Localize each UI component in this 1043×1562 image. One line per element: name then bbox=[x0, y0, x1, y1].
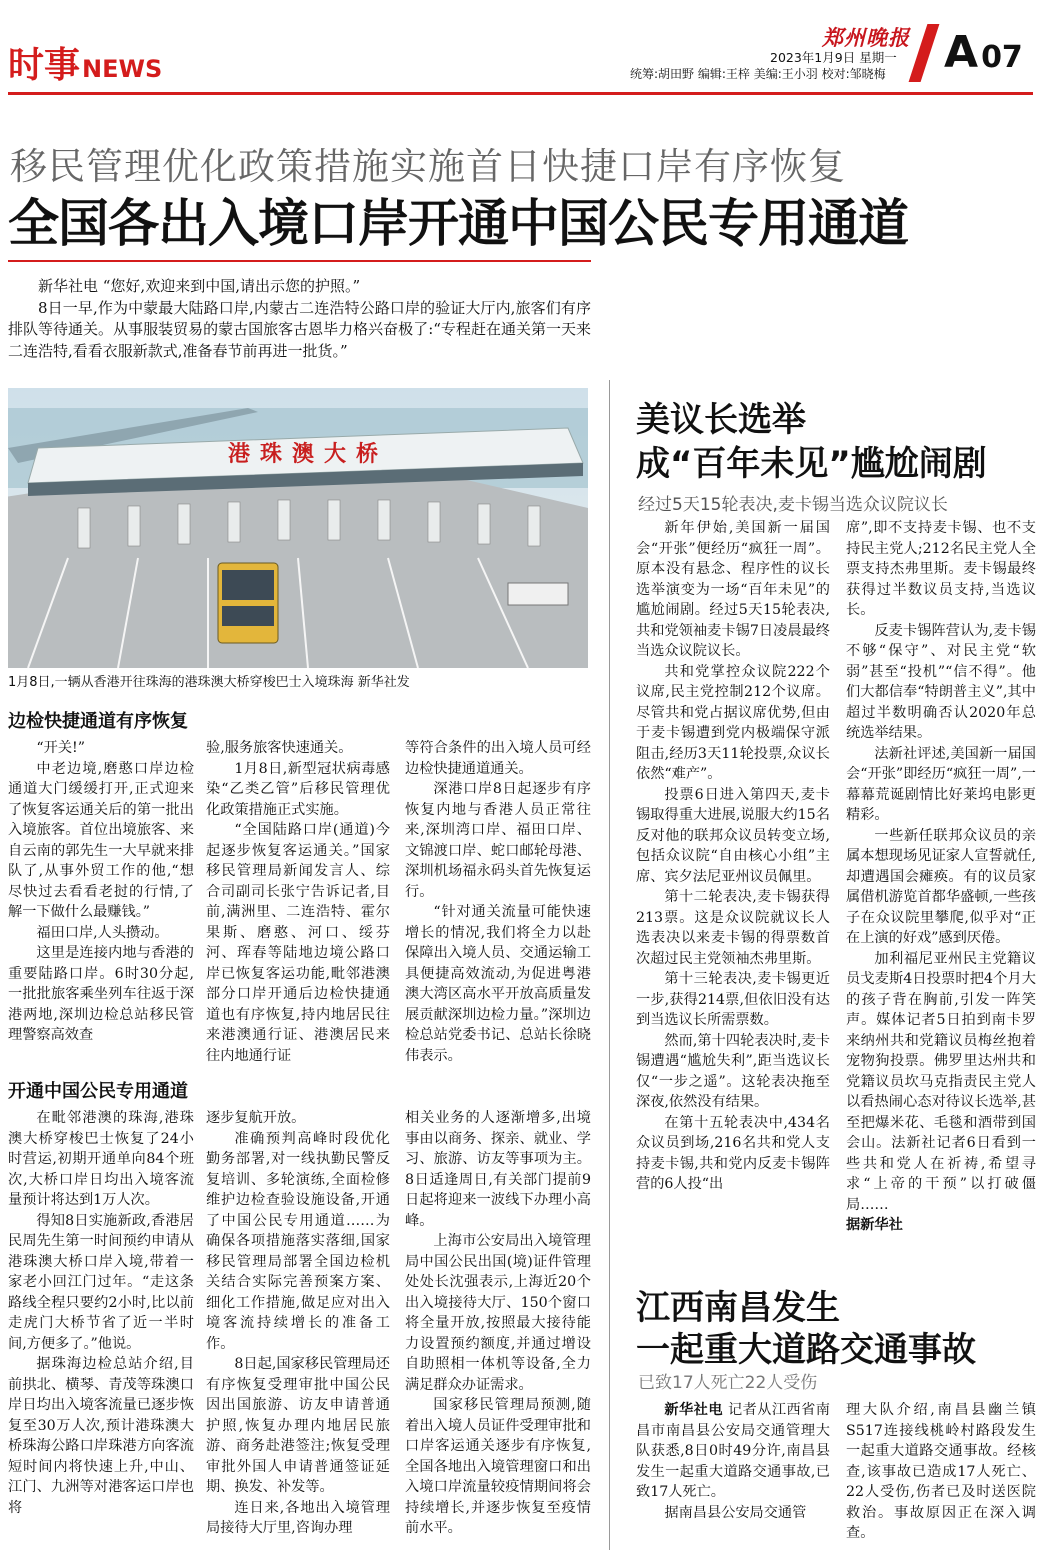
section-title-cn: 时事 bbox=[8, 45, 81, 86]
body-paragraph: 上海市公安局出入境管理局中国公民出国(境)证件管理处处长沈强表示,上海近20个出入境接待大厅、150个窗口将全量开放,按照最大接待能力设置预约额度,并通过增设自助照相一体机等设备,全力满足群众办证需求。 bbox=[405, 1233, 591, 1393]
body-paragraph: 准确预判高峰时段优化勤务部署,对一线执勤民警反复培训、多轮演练,全面检修维护边检查验设施设备,开通了中国公民专用通道……为确保各项措施落实落细,国家移民管理局部署全国边检机关结合实际完善预案方案、细化工作措施,做足应对出入境客流持续增长的准备工作。 bbox=[206, 1130, 390, 1352]
body-paragraph: 逐步复航开放。 bbox=[206, 1110, 306, 1126]
body-paragraph: 加利福尼亚州民主党籍议员戈麦斯4日投票时把4个月大的孩子背在胸前,引发一阵笑声。媒体记者5日拍到南卡罗来纳州共和党籍议员梅丝抱着宠物狗投票。佛罗里达州共和党籍议员坎马克指责民主党人以看热闹心态对待议长选举,甚至把爆米花、毛毯和酒带到国会山。法新社记者6日看到一些共和党人在祈祷,希望寻求“上帝的干预”以打破僵局…… bbox=[846, 950, 1036, 1213]
body-paragraph: 相关业务的人逐渐增多,出境事由以商务、探亲、就业、学习、旅游、访友等事项为主。8日适逢周日,有关部门提前9日起将迎来一波线下办理小高峰。 bbox=[405, 1110, 591, 1229]
sec2-col2 bbox=[206, 1108, 390, 1539]
body-paragraph: 一些新任联邦众议员的亲属本想现场见证家人宣誓就任,却遭遇国会瘫痪。有的议员家属借机游览首都华盛顿,一些孩子在众议院里攀爬,似乎对“正在上演的好戏”感到厌倦。 bbox=[846, 827, 1036, 946]
sec1-col1 bbox=[8, 738, 194, 1046]
body-paragraph: 深港口岸8日起逐步有序恢复内地与香港人员正常往来,深圳湾口岸、福田口岸、文锦渡口岸、蛇口邮轮母港、深圳机场福永码头首先恢复运行。 bbox=[405, 781, 591, 900]
section-title-en: NEWS bbox=[82, 55, 163, 83]
story2-col1 bbox=[636, 518, 830, 1195]
header-rule bbox=[8, 92, 1033, 95]
body-paragraph: 新年伊始,美国新一届国会“开张”便经历“疯狂一周”。原本没有悬念、程序性的议长选举演变为一场“百年未见”的尴尬闹剧。经过5天15轮表决,共和党领袖麦卡锡7日凌晨最终当选众议院议长。 bbox=[636, 520, 830, 659]
body-paragraph: 据南昌县公安局交通管 bbox=[664, 1504, 807, 1521]
lead-paragraph: 新华社电 “您好,欢迎来到中国,请出示您的护照。” bbox=[38, 277, 361, 295]
body-paragraph: 第十三轮表决,麦卡锡更近一步,获得214票,但依旧没有达到当选议长所需票数。 bbox=[636, 971, 830, 1028]
page-digits: 07 bbox=[981, 40, 1023, 75]
page-letter: A bbox=[944, 27, 979, 78]
body-paragraph: “针对通关流量可能快速增长的情况,我们将全力以赴保障出入境人员、交通运输工具便捷高效流动,为促进粤港澳大湾区高水平开放高质量发展贡献深圳边检力量。”深圳边检总站党委书记、总站长徐晓伟表示。 bbox=[405, 904, 591, 1064]
body-paragraph: 8日起,国家移民管理局还有序恢复受理审批中国公民因出国旅游、访友申请普通护照,恢复办理内地居民旅游、商务赴港签注;恢复受理审批外国人申请普通签证延期、换发、补发等。 bbox=[206, 1356, 390, 1495]
body-paragraph: 反麦卡锡阵营认为,麦卡锡不够“保守”、对民主党“软弱”甚至“投机”“信不得”。他们大都信奉“特朗普主义”,其中超过半数明确否认2020年总统选举结果。 bbox=[846, 622, 1036, 741]
news-photo bbox=[8, 388, 588, 668]
body-paragraph: 席”,即不支持麦卡锡、也不支持民主党人;212名民主党人全票支持杰弗里斯。麦卡锡最终获得过半数议员支持,当选议长。 bbox=[846, 520, 1036, 618]
lead-paragraph: 8日一早,作为中蒙最大陆路口岸,内蒙古二连浩特公路口岸的验证大厅内,旅客们有序排队等待通关。从事服装贸易的蒙古国旅客古恩毕力格兴奋极了:“专程赶在通关第一天来二连浩特,看看衣服新款式,准备春节前再进一批货。” bbox=[8, 298, 591, 360]
sec1-col3 bbox=[405, 738, 591, 1066]
story2-col2 bbox=[846, 518, 1036, 1236]
staff-credits: 统筹:胡田野 编辑:王梓 美编:王小羽 校对:邹晓梅 bbox=[630, 67, 886, 81]
body-paragraph: 投票6日进入第四天,麦卡锡取得重大进展,说服大约15名反对他的联邦众议员转变立场,包括众议院“自由核心小组”主席、宾夕法尼亚州议员佩里。 bbox=[636, 786, 830, 885]
story2-source: 据新华社 bbox=[846, 1217, 903, 1233]
body-paragraph: 然而,第十四轮表决时,麦卡锡遭遇“尴尬失利”,距当选议长仅“一步之遥”。这轮表决拖至深夜,依然没有结果。 bbox=[636, 1032, 830, 1110]
subhead-citizen-channel: 开通中国公民专用通道 bbox=[8, 1081, 188, 1102]
sec1-col2 bbox=[206, 738, 390, 1066]
body-paragraph: “开关!” bbox=[36, 740, 85, 756]
body-paragraph: 国家移民管理局预测,随着出入境人员证件受理审批和口岸客运通关逐步有序恢复,全国各地出入境管理窗口和出入境口岸流量较疫情期间将会持续增长,并逐步恢复至疫情前水平。 bbox=[405, 1397, 591, 1536]
body-paragraph: 福田口岸,人头攒动。 bbox=[36, 924, 169, 941]
body-paragraph: 1月8日,新型冠状病毒感染“乙类乙管”后移民管理优化政策措施正式实施。 bbox=[206, 760, 390, 818]
body-paragraph: 在毗邻港澳的珠海,港珠澳大桥穿梭巴士恢复了24小时营运,初期开通单向84个班次,大桥口岸日均出入境客流量预计将达到1万人次。 bbox=[8, 1110, 194, 1208]
body-paragraph: 中老边境,磨憨口岸边检通道大门缓缓打开,正式迎来了恢复客运通关后的第一批出入境旅客。首位出境旅客、来自云南的郭先生一大早就来排队了,从事外贸工作的他,“想尽快过去看看老挝的行情,了解一下做什么最赚钱。” bbox=[8, 760, 194, 920]
story2-headline-2: 成“百年未见”尴尬闹剧 bbox=[636, 444, 987, 484]
lead-rule bbox=[8, 260, 591, 262]
body-paragraph: “全国陆路口岸(通道)今起逐步恢复客运通关。”国家移民管理局新闻发言人、综合司副司长张宁告诉记者,目前,满洲里、二连浩特、霍尔果斯、磨憨、河口、绥芬河、珲春等陆地边境公路口岸已恢复客运功能,毗邻港澳部分口岸开通后边检快捷通道也有序恢复,持内地居民往来港澳通行证、港澳居民来往内地通行证 bbox=[206, 822, 390, 1064]
body-paragraph: 理大队介绍,南昌县幽兰镇S517连接线桃岭村路段发生一起重大道路交通事故。经核查,该事故已造成17人死亡、22人受伤,伤者已及时送医院救治。事故原因正在深入调查。 bbox=[846, 1402, 1036, 1541]
story2-deck: 经过5天15轮表决,麦卡锡当选众议院议长 bbox=[638, 495, 948, 515]
column-divider bbox=[609, 380, 610, 1550]
body-paragraph: 在第十五轮表决中,434名众议员到场,216名共和党人支持麦卡锡,共和党内反麦卡锡阵营的6人投“出 bbox=[636, 1114, 830, 1192]
bridge-sign: 港珠澳大桥 bbox=[227, 441, 389, 467]
body-paragraph: 等符合条件的出入境人员可经边检快捷通道通关。 bbox=[405, 740, 591, 777]
body-paragraph: 验,服务旅客快速通关。 bbox=[206, 740, 353, 756]
story3-deck: 已致17人死亡22人受伤 bbox=[638, 1373, 818, 1393]
page-number bbox=[944, 28, 1023, 83]
story3-col1 bbox=[636, 1400, 830, 1523]
subhead-border-check: 边检快捷通道有序恢复 bbox=[8, 711, 188, 732]
bridge-port-illustration bbox=[8, 388, 588, 668]
sec2-col3 bbox=[405, 1108, 591, 1539]
body-paragraph: 得知8日实施新政,香港居民周先生第一时间预约申请从港珠澳大桥口岸入境,带着一家老小回江门过年。“走这条路线全程只要约2小时,比以前走虎门大桥节省了近一半时间,方便多了。”他说。 bbox=[8, 1212, 194, 1352]
main-kicker: 移民管理优化政策措施实施首日快捷口岸有序恢复 bbox=[10, 145, 846, 188]
body-paragraph: 这里是连接内地与香港的重要陆路口岸。6时30分起,一批批旅客乘坐列车往返于深港两地,深圳边检总站移民管理警察高效查 bbox=[8, 945, 194, 1043]
photo-caption: 1月8日,一辆从香港开往珠海的港珠澳大桥穿梭巴士入境珠海 新华社发 bbox=[8, 675, 410, 690]
page-slash-ornament bbox=[909, 24, 940, 82]
sec2-col1 bbox=[8, 1108, 194, 1518]
body-paragraph: 第十二轮表决,麦卡锡获得213票。这是众议院就议长人选表决以来麦卡锡的得票数首次超过民主党领袖杰弗里斯。 bbox=[636, 889, 830, 967]
issue-date: 2023年1月9日 星期一 bbox=[770, 50, 897, 65]
body-paragraph: 连日来,各地出入境管理局接待大厅里,咨询办理 bbox=[206, 1499, 390, 1536]
story2-headline-1: 美议长选举 bbox=[636, 400, 806, 440]
section-title bbox=[8, 44, 162, 91]
body-paragraph: 共和党掌控众议院222个议席,民主党控制212个议席。尽管共和党占据议席优势,但由于麦卡锡遭到党内极端保守派阻击,经历3天11轮投票,众议长依然“难产”。 bbox=[636, 663, 830, 782]
story3-col2 bbox=[846, 1400, 1036, 1544]
body-paragraph: 据珠海边检总站介绍,目前拱北、横琴、青茂等珠澳口岸日均出入境客流量已逐步恢复至30万人次,预计港珠澳大桥珠海公路口岸珠港方向客流短时间内将快速上升,中山、江门、九洲等对港客运口岸也将 bbox=[8, 1356, 194, 1516]
story3-dateline: 新华社电 bbox=[664, 1402, 723, 1418]
story3-headline-1: 江西南昌发生 bbox=[636, 1288, 840, 1328]
body-paragraph: 法新社评述,美国新一届国会“开张”即经历“疯狂一周”,一幕幕荒诞剧情比好莱坞电影更精彩。 bbox=[846, 745, 1036, 823]
lead-paragraphs bbox=[8, 276, 591, 362]
story3-headline-2: 一起重大道路交通事故 bbox=[636, 1330, 976, 1370]
main-headline: 全国各出入境口岸开通中国公民专用通道 bbox=[8, 195, 909, 254]
masthead-logo: 郑州晚报 bbox=[822, 25, 910, 50]
story3-text: 记者从江西省南昌市南昌县公安局交通管理大队获悉,8日0时49分许,南昌县发生一起重大道路交通事故,已致17人死亡。 bbox=[636, 1402, 830, 1500]
